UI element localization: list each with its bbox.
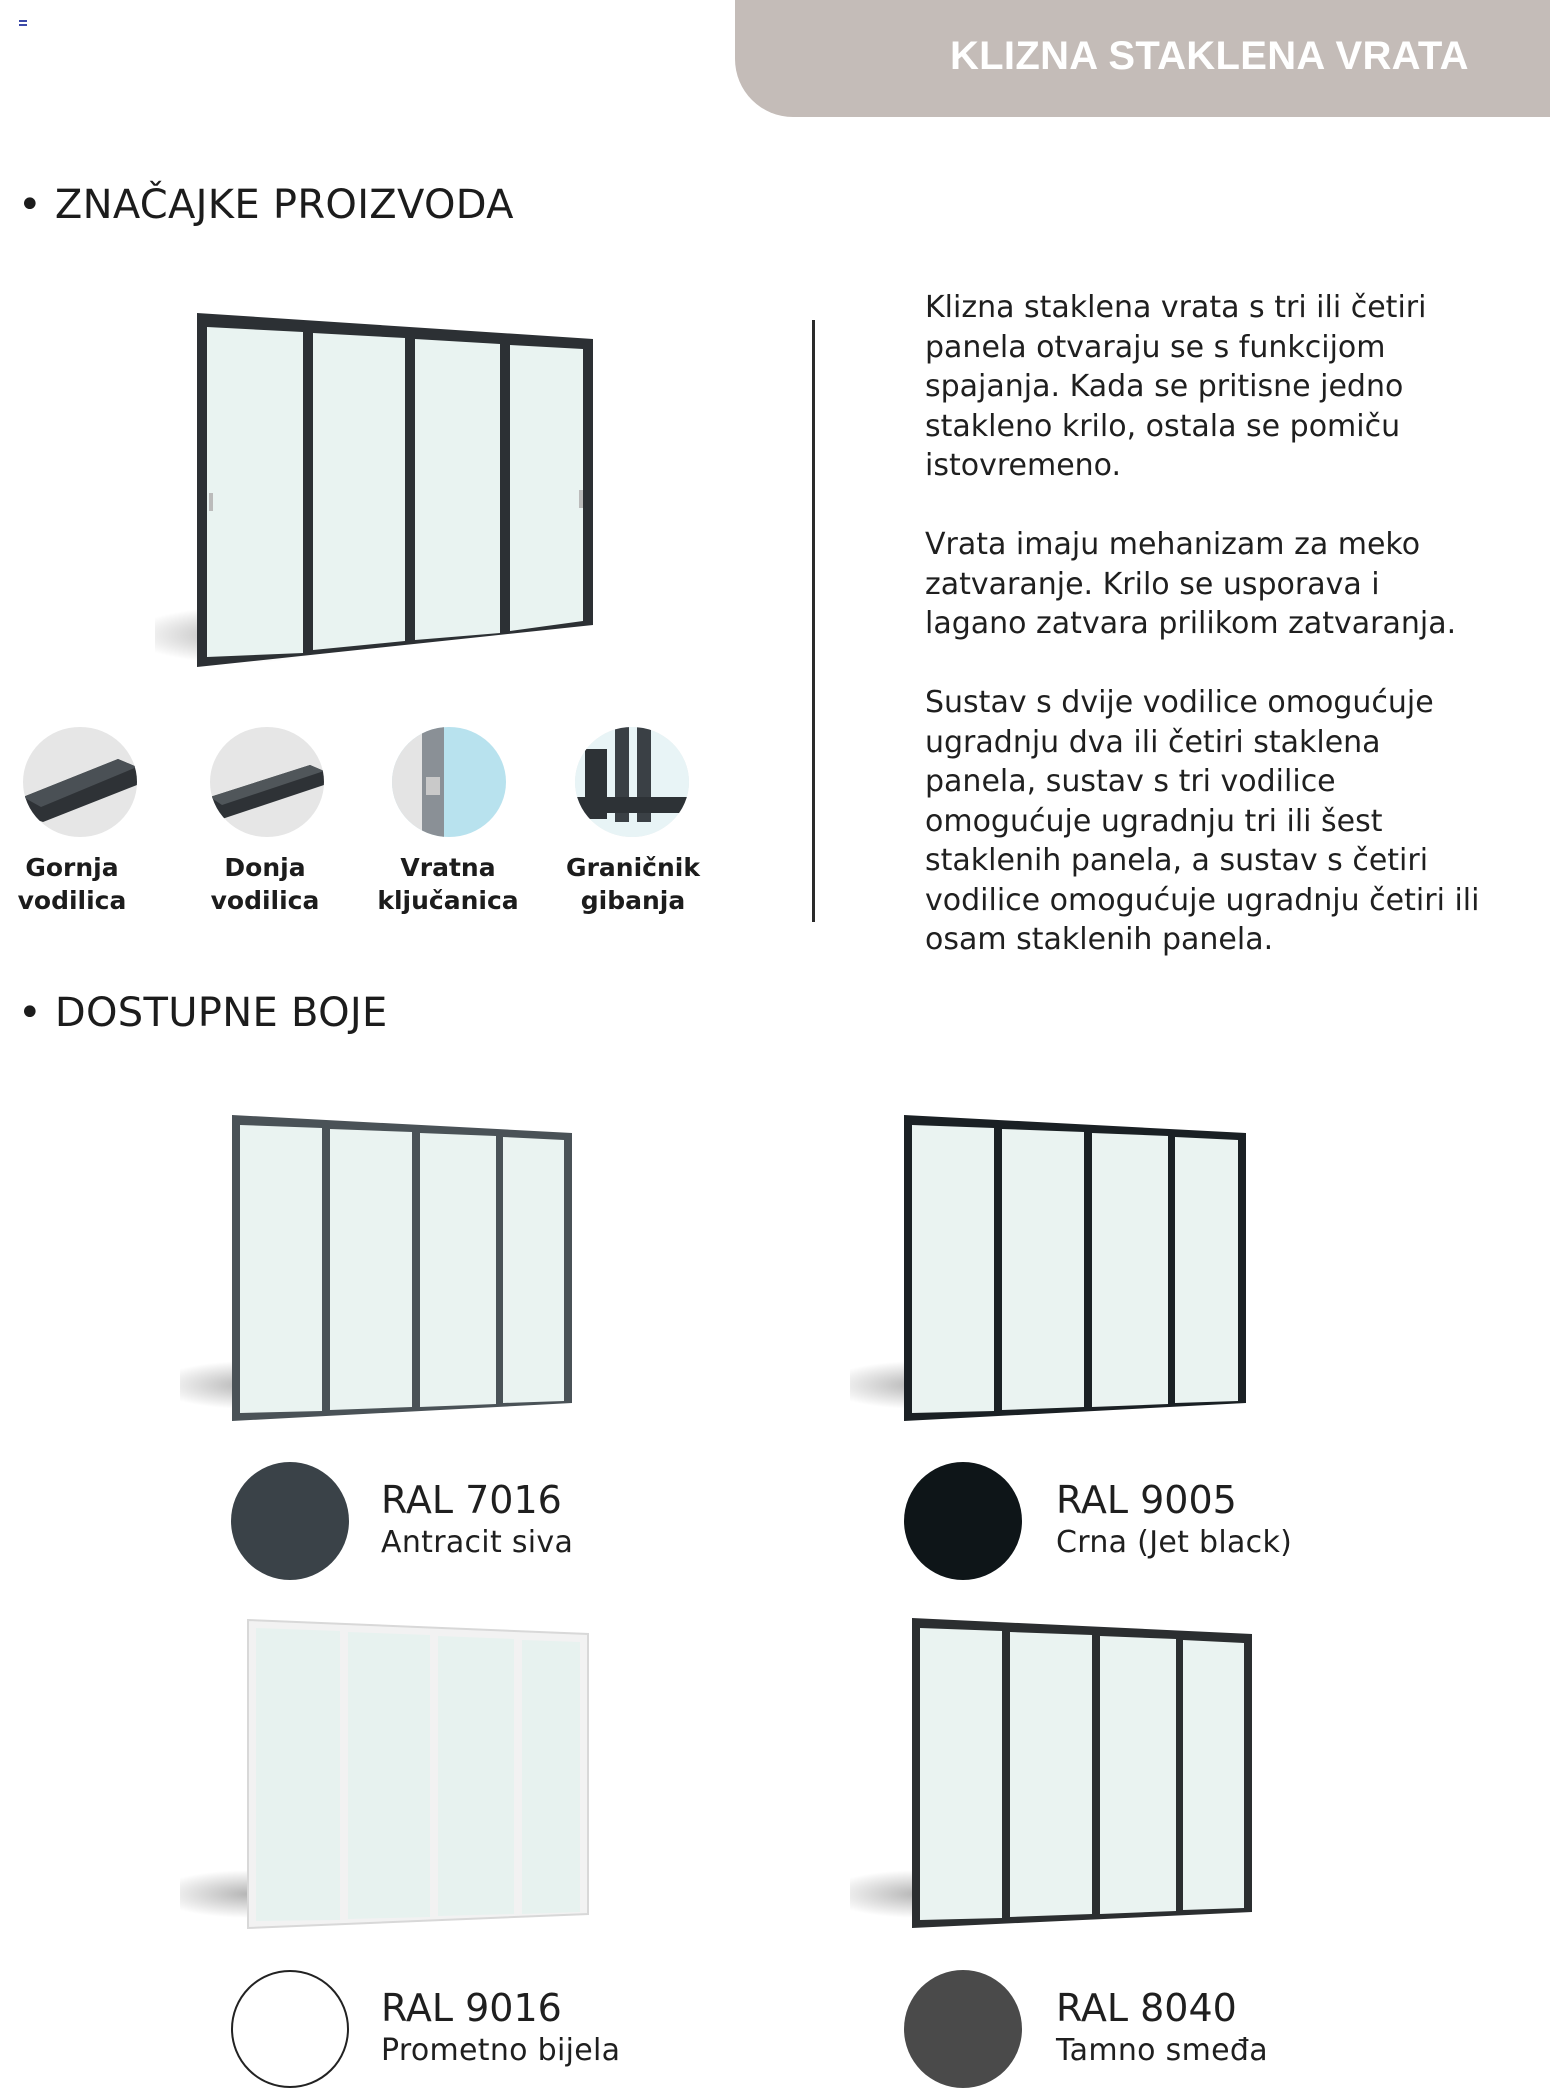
header-tag — [735, 0, 1550, 117]
page-mark — [19, 20, 27, 26]
ral-name-8040: Tamno smeđa — [1056, 2033, 1268, 2068]
door-illustration-antracit — [180, 1105, 580, 1435]
feature-label-line1: Vratna — [400, 853, 496, 882]
swatch-ral-8040 — [904, 1970, 1022, 2088]
vertical-divider — [812, 320, 815, 922]
header-tag-label: KLIZNA STAKLENA VRATA — [950, 34, 1469, 78]
door-illustration-white — [180, 1612, 590, 1942]
description-paragraph-2: Vrata imaju mehanizam za meko zatvaranje. Krilo se usporava i lagano zatvara prilikom zatvaranja. — [925, 527, 1457, 641]
feature-bottom-rail — [185, 851, 345, 917]
swatch-ral-7016 — [231, 1462, 349, 1580]
bottom-rail-icon — [210, 727, 324, 837]
door-lock-icon — [392, 727, 506, 837]
feature-door-lock — [368, 851, 528, 917]
door-illustration-brown — [850, 1612, 1260, 1942]
top-rail-icon — [23, 727, 137, 837]
feature-label-line2: vodilica — [17, 886, 127, 915]
ral-code-9016: RAL 9016 — [381, 1986, 562, 2030]
colors-heading: • DOSTUPNE BOJE — [18, 990, 388, 1036]
motion-stopper-icon — [575, 727, 689, 837]
door-illustration-main — [155, 305, 605, 690]
feature-label-line1: Gornja — [25, 853, 119, 882]
ral-name-9005: Crna (Jet black) — [1056, 1525, 1293, 1560]
ral-name-7016: Antracit siva — [381, 1525, 574, 1560]
description-paragraph-3: Sustav s dvije vodilice omogućuje ugradnju dva ili četiri staklena panela, sustav s tri vodilice omogućuje ugradnju tri ili šest staklenih panela, a sustav s četiri vodilice omogućuje ugradnju četiri ili osam staklenih panela. — [925, 685, 1480, 957]
feature-top-rail — [0, 851, 152, 917]
features-heading: • ZNAČAJKE PROIZVODA — [18, 182, 514, 228]
door-illustration-black — [850, 1105, 1250, 1435]
feature-label-line1: Graničnik — [566, 853, 700, 882]
description-paragraph-1: Klizna staklena vrata s tri ili četiri panela otvaraju se s funkcijom spajanja. Kada se pritisne jedno stakleno krilo, ostala se pomiču istovremeno. — [925, 290, 1427, 483]
ral-code-9005: RAL 9005 — [1056, 1478, 1237, 1522]
feature-label-line2: ključanica — [377, 886, 519, 915]
swatch-ral-9016 — [231, 1970, 349, 2088]
feature-label-line2: gibanja — [580, 886, 686, 915]
swatch-ral-9005 — [904, 1462, 1022, 1580]
feature-label-line2: vodilica — [210, 886, 320, 915]
feature-label-line1: Donja — [224, 853, 306, 882]
ral-name-9016: Prometno bijela — [381, 2033, 621, 2068]
feature-motion-stopper — [553, 851, 713, 917]
ral-code-7016: RAL 7016 — [381, 1478, 562, 1522]
ral-code-8040: RAL 8040 — [1056, 1986, 1237, 2030]
